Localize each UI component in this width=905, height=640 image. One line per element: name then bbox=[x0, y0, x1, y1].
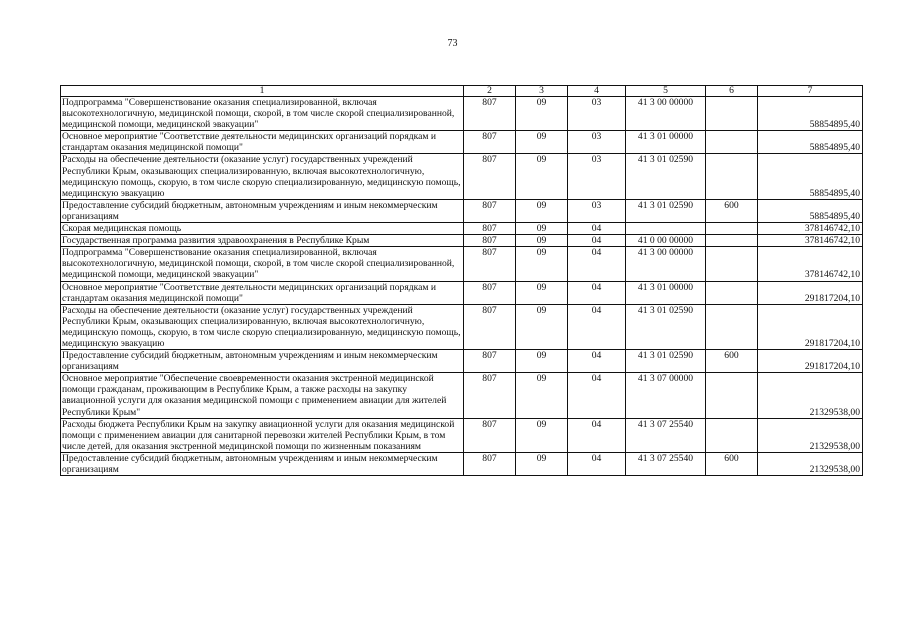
table-row bbox=[61, 223, 863, 235]
section-code: 09 bbox=[516, 154, 568, 199]
section-code: 09 bbox=[516, 131, 568, 154]
ministry-code: 807 bbox=[464, 223, 516, 235]
expense-type-code: 600 bbox=[706, 350, 758, 373]
expense-type-code bbox=[706, 97, 758, 131]
ministry-code: 807 bbox=[464, 418, 516, 452]
header-cell-5: 5 bbox=[626, 86, 706, 97]
amount: 58854895,40 bbox=[758, 154, 863, 199]
subsection-code: 03 bbox=[568, 154, 626, 199]
ministry-code: 807 bbox=[464, 154, 516, 199]
table-row bbox=[61, 199, 863, 222]
target-article-code: 41 3 01 00000 bbox=[626, 131, 706, 154]
section-code: 09 bbox=[516, 350, 568, 373]
amount: 291817204,10 bbox=[758, 350, 863, 373]
expense-type-code bbox=[706, 131, 758, 154]
expense-type-code bbox=[706, 235, 758, 247]
ministry-code: 807 bbox=[464, 247, 516, 281]
target-article-code bbox=[626, 223, 706, 235]
item-name: Государственная программа развития здравоохранения в Республике Крым bbox=[61, 235, 464, 247]
header-cell-6: 6 bbox=[706, 86, 758, 97]
ministry-code: 807 bbox=[464, 97, 516, 131]
page-number: 73 bbox=[447, 38, 458, 49]
target-article-code: 41 3 07 25540 bbox=[626, 418, 706, 452]
expense-type-code: 600 bbox=[706, 199, 758, 222]
subsection-code: 04 bbox=[568, 247, 626, 281]
section-code: 09 bbox=[516, 247, 568, 281]
table-row bbox=[61, 235, 863, 247]
ministry-code: 807 bbox=[464, 235, 516, 247]
item-name: Подпрограмма "Совершенствование оказания специализированной, включая высокотехнологичную, медицинской помощи, скорой, в том числе скорой специализированной, медицинской помощи, медицинской эвакуации" bbox=[61, 97, 464, 131]
section-code: 09 bbox=[516, 223, 568, 235]
item-name: Предоставление субсидий бюджетным, автономным учреждениям и иным некоммерческим организациям bbox=[61, 452, 464, 475]
table-row bbox=[61, 131, 863, 154]
table-row bbox=[61, 154, 863, 199]
target-article-code: 41 3 00 00000 bbox=[626, 247, 706, 281]
amount: 378146742,10 bbox=[758, 247, 863, 281]
expense-type-code bbox=[706, 304, 758, 349]
amount: 291817204,10 bbox=[758, 304, 863, 349]
table-row bbox=[61, 452, 863, 475]
expense-type-code bbox=[706, 154, 758, 199]
amount: 58854895,40 bbox=[758, 97, 863, 131]
target-article-code: 41 3 07 25540 bbox=[626, 452, 706, 475]
item-name: Подпрограмма "Совершенствование оказания специализированной, включая высокотехнологичную, медицинской помощи, скорой, в том числе скорой специализированной, медицинской помощи, медицинской эвакуации" bbox=[61, 247, 464, 281]
section-code: 09 bbox=[516, 304, 568, 349]
ministry-code: 807 bbox=[464, 281, 516, 304]
item-name: Расходы на обеспечение деятельности (оказание услуг) государственных учреждений Республики Крым, оказывающих специализированную, включая высокотехнологичную, медицинскую помощь, скорую, в том числе скорую специализированную, медицинскую помощь, медицинскую эвакуацию bbox=[61, 304, 464, 349]
section-code: 09 bbox=[516, 281, 568, 304]
target-article-code: 41 3 01 02590 bbox=[626, 199, 706, 222]
expense-type-code bbox=[706, 281, 758, 304]
subsection-code: 04 bbox=[568, 418, 626, 452]
table-row bbox=[61, 350, 863, 373]
subsection-code: 04 bbox=[568, 350, 626, 373]
item-name: Предоставление субсидий бюджетным, автономным учреждениям и иным некоммерческим организациям bbox=[61, 350, 464, 373]
item-name: Скорая медицинская помощь bbox=[61, 223, 464, 235]
table-row bbox=[61, 281, 863, 304]
target-article-code: 41 3 01 02590 bbox=[626, 350, 706, 373]
header-cell-2: 2 bbox=[464, 86, 516, 97]
subsection-code: 04 bbox=[568, 452, 626, 475]
expense-type-code bbox=[706, 223, 758, 235]
section-code: 09 bbox=[516, 452, 568, 475]
amount: 378146742,10 bbox=[758, 223, 863, 235]
header-row bbox=[61, 86, 863, 97]
ministry-code: 807 bbox=[464, 131, 516, 154]
ministry-code: 807 bbox=[464, 199, 516, 222]
subsection-code: 03 bbox=[568, 131, 626, 154]
amount: 21329538,00 bbox=[758, 418, 863, 452]
target-article-code: 41 3 07 00000 bbox=[626, 373, 706, 418]
section-code: 09 bbox=[516, 199, 568, 222]
expense-type-code bbox=[706, 418, 758, 452]
item-name: Предоставление субсидий бюджетным, автономным учреждениям и иным некоммерческим организациям bbox=[61, 199, 464, 222]
amount: 58854895,40 bbox=[758, 199, 863, 222]
section-code: 09 bbox=[516, 97, 568, 131]
header-cell-3: 3 bbox=[516, 86, 568, 97]
subsection-code: 03 bbox=[568, 97, 626, 131]
header-cell-1: 1 bbox=[61, 86, 464, 97]
section-code: 09 bbox=[516, 373, 568, 418]
item-name: Основное мероприятие "Соответствие деятельности медицинских организаций порядкам и стандартам оказания медицинской помощи" bbox=[61, 281, 464, 304]
table-row bbox=[61, 418, 863, 452]
ministry-code: 807 bbox=[464, 373, 516, 418]
item-name: Основное мероприятие "Соответствие деятельности медицинских организаций порядкам и стандартам оказания медицинской помощи" bbox=[61, 131, 464, 154]
subsection-code: 04 bbox=[568, 235, 626, 247]
target-article-code: 41 3 01 02590 bbox=[626, 154, 706, 199]
subsection-code: 03 bbox=[568, 199, 626, 222]
ministry-code: 807 bbox=[464, 350, 516, 373]
subsection-code: 04 bbox=[568, 373, 626, 418]
table-row bbox=[61, 304, 863, 349]
item-name: Расходы бюджета Республики Крым на закупку авиационной услуги для оказания медицинской помощи с применением авиации для санитарной перевозки жителей Республики Крым, в том числе детей, для оказания экстренной медицинской помощи по жизненным показаниям bbox=[61, 418, 464, 452]
table-body bbox=[61, 97, 863, 476]
amount: 21329538,00 bbox=[758, 452, 863, 475]
subsection-code: 04 bbox=[568, 281, 626, 304]
subsection-code: 04 bbox=[568, 304, 626, 349]
amount: 291817204,10 bbox=[758, 281, 863, 304]
section-code: 09 bbox=[516, 235, 568, 247]
target-article-code: 41 3 01 02590 bbox=[626, 304, 706, 349]
target-article-code: 41 3 01 00000 bbox=[626, 281, 706, 304]
table-row bbox=[61, 97, 863, 131]
table-row bbox=[61, 373, 863, 418]
item-name: Расходы на обеспечение деятельности (оказание услуг) государственных учреждений Республики Крым, оказывающих специализированную, включая высокотехнологичную, медицинскую помощь, скорую, в том числе скорую специализированную, медицинскую помощь, медицинскую эвакуацию bbox=[61, 154, 464, 199]
expense-type-code bbox=[706, 373, 758, 418]
amount: 378146742,10 bbox=[758, 235, 863, 247]
ministry-code: 807 bbox=[464, 304, 516, 349]
item-name: Основное мероприятие "Обеспечение своевременности оказания экстренной медицинской помощи гражданам, проживающим в Республике Крым, а также расходы на закупку авиационной услуги для оказания медицинской помощи с применением авиации для жителей Республики Крым" bbox=[61, 373, 464, 418]
section-code: 09 bbox=[516, 418, 568, 452]
target-article-code: 41 0 00 00000 bbox=[626, 235, 706, 247]
amount: 58854895,40 bbox=[758, 131, 863, 154]
budget-table bbox=[60, 85, 863, 476]
expense-type-code bbox=[706, 247, 758, 281]
header-cell-7: 7 bbox=[758, 86, 863, 97]
header-cell-4: 4 bbox=[568, 86, 626, 97]
expense-type-code: 600 bbox=[706, 452, 758, 475]
ministry-code: 807 bbox=[464, 452, 516, 475]
table-row bbox=[61, 247, 863, 281]
amount: 21329538,00 bbox=[758, 373, 863, 418]
subsection-code: 04 bbox=[568, 223, 626, 235]
target-article-code: 41 3 00 00000 bbox=[626, 97, 706, 131]
